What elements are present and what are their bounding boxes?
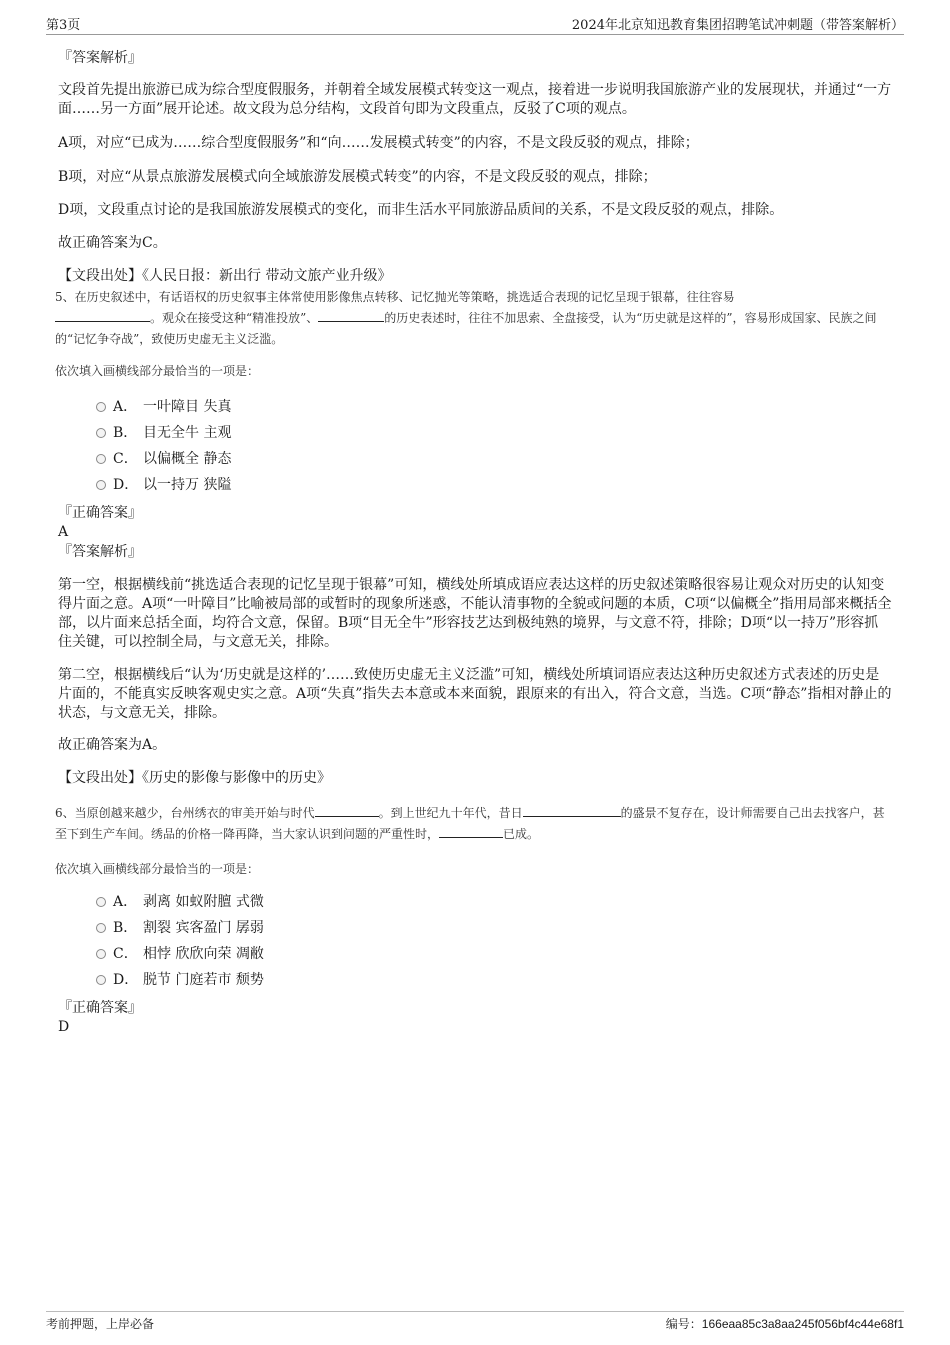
question-5-part3: 的历史表述时，往往不加思索、全盘接受，认为“历史就是这样的”，容易形成国家、民族之间的“记忆争夺战”，致使历史虚无主义泛滥。 <box>55 311 877 346</box>
conclusion-4: 故正确答案为C。 <box>58 235 167 251</box>
answer-label-5: 『正确答案』 <box>58 505 142 521</box>
option-5-a[interactable]: A． 一叶障目 失真 <box>96 397 231 417</box>
question-5-text <box>55 287 895 350</box>
source-5: 【文段出处】《历史的影像与影像中的历史》 <box>58 770 331 786</box>
analysis-option-d-4: D项，文段重点讨论的是我国旅游发展模式的变化，而非生活水平同旅游品质间的关系，不是文段反驳的观点，排除。 <box>58 202 784 218</box>
analysis-label-4: 『答案解析』 <box>58 50 142 66</box>
document-title: 2024年北京知迅教育集团招聘笔试冲刺题（带答案解析） <box>571 18 904 33</box>
page-number: 第3页 <box>46 18 81 33</box>
analysis-paragraph-5-2: 第二空，根据横线后“认为‘历史就是这样的’……致使历史虚无主义泛滥”可知，横线处所填词语应表达这种历史叙述方式表述的历史是片面的，不能真实反映客观史实之意。A项“失真”指失去本意或本来面貌，跟原来的有出入，符合文意，当选。C项“静态”指相对静止的状态，与文意无关，排除。 <box>58 667 892 721</box>
page-footer <box>46 1311 904 1331</box>
blank-6-2 <box>523 803 621 817</box>
footer-slogan: 考前押题，上岸必备 <box>46 1317 155 1331</box>
analysis-paragraph-5-1: 第一空，根据横线前“挑选适合表现的记忆呈现于银幕”可知，横线处所填成语应表达这样的历史叙述策略很容易让观众对历史的认知变得片面之意。A项“一叶障目”比喻被局部的或暂时的现象所迷惑，不能认清事物的全貌或问题的本质，C项“以偏概全”指用局部来概括全部，以片面来总括全面，均符合文意，保留。B项“目无全牛”形容技艺达到极纯熟的境界，与文意不符，排除；D项“以一持万”形容抓住关键，可以控制全局，与文意无关，排除。 <box>58 577 892 650</box>
radio-icon[interactable] <box>96 480 106 490</box>
radio-icon[interactable] <box>96 923 106 933</box>
question-6-prompt: 依次填入画横线部分最恰当的一项是： <box>55 862 260 876</box>
option-5-b[interactable]: B． 目无全牛 主观 <box>96 423 231 443</box>
analysis-paragraph-4: 文段首先提出旅游已成为综合型度假服务，并朝着全域发展模式转变这一观点，接着进一步说明我国旅游产业的发展现状，并通过“一方面……另一方面”展开论述。故文段为总分结构，文段首句即为文段重点，反驳了C项的观点。 <box>58 82 892 117</box>
radio-icon[interactable] <box>96 949 106 959</box>
blank-5-1 <box>55 308 150 322</box>
option-5-c[interactable]: C． 以偏概全 静态 <box>96 449 231 469</box>
blank-6-1 <box>315 803 379 817</box>
radio-icon[interactable] <box>96 897 106 907</box>
analysis-option-b-4: B项，对应“从景点旅游发展模式向全域旅游发展模式转变”的内容，不是文段反驳的观点，排除； <box>58 169 657 185</box>
radio-icon[interactable] <box>96 454 106 464</box>
analysis-label-5: 『答案解析』 <box>58 544 142 560</box>
question-5-part2: 。观众在接受这种“精准投放”、 <box>150 311 319 325</box>
answer-label-6: 『正确答案』 <box>58 1000 142 1016</box>
radio-icon[interactable] <box>96 402 106 412</box>
question-5-prompt: 依次填入画横线部分最恰当的一项是： <box>55 364 260 378</box>
answer-6: D <box>58 1019 70 1035</box>
source-4: 【文段出处】《人民日报：新出行 带动文旅产业升级》 <box>58 268 392 284</box>
answer-5: A <box>58 524 69 540</box>
serial-number: 编号：166eaa85c3a8aa245f056bf4c44e68f1 <box>665 1317 904 1331</box>
option-6-c[interactable]: C． 相悖 欣欣向荣 凋敝 <box>96 944 264 964</box>
page-header <box>46 14 904 35</box>
option-6-d[interactable]: D． 脱节 门庭若市 颓势 <box>96 970 264 990</box>
option-5-d[interactable]: D． 以一持万 狭隘 <box>96 475 231 495</box>
question-6-text: 6、当原创越来越少，台州绣衣的审美开始与时代 。到上世纪九十年代，昔日 的盛景不复存在，设计师需要自己出去找客户，甚至下到生产车间。绣品的价格一降再降，当大家认识到问题的严重性时， 已成。 <box>55 803 895 845</box>
conclusion-5: 故正确答案为A。 <box>58 737 167 753</box>
blank-6-3 <box>439 824 503 838</box>
radio-icon[interactable] <box>96 428 106 438</box>
radio-icon[interactable] <box>96 975 106 985</box>
analysis-option-a-4: A项，对应“已成为……综合型度假服务”和“向……发展模式转变”的内容，不是文段反驳的观点，排除； <box>58 135 699 151</box>
option-6-b[interactable]: B． 割裂 宾客盈门 孱弱 <box>96 918 264 938</box>
question-5-part1: 5、在历史叙述中，有话语权的历史叙事主体常使用影像焦点转移、记忆抛光等策略，挑选适合表现的记忆呈现于银幕，往往容易 <box>55 290 735 304</box>
blank-5-2 <box>318 308 384 322</box>
option-6-a[interactable]: A． 剥离 如蚁附膻 式微 <box>96 892 264 912</box>
